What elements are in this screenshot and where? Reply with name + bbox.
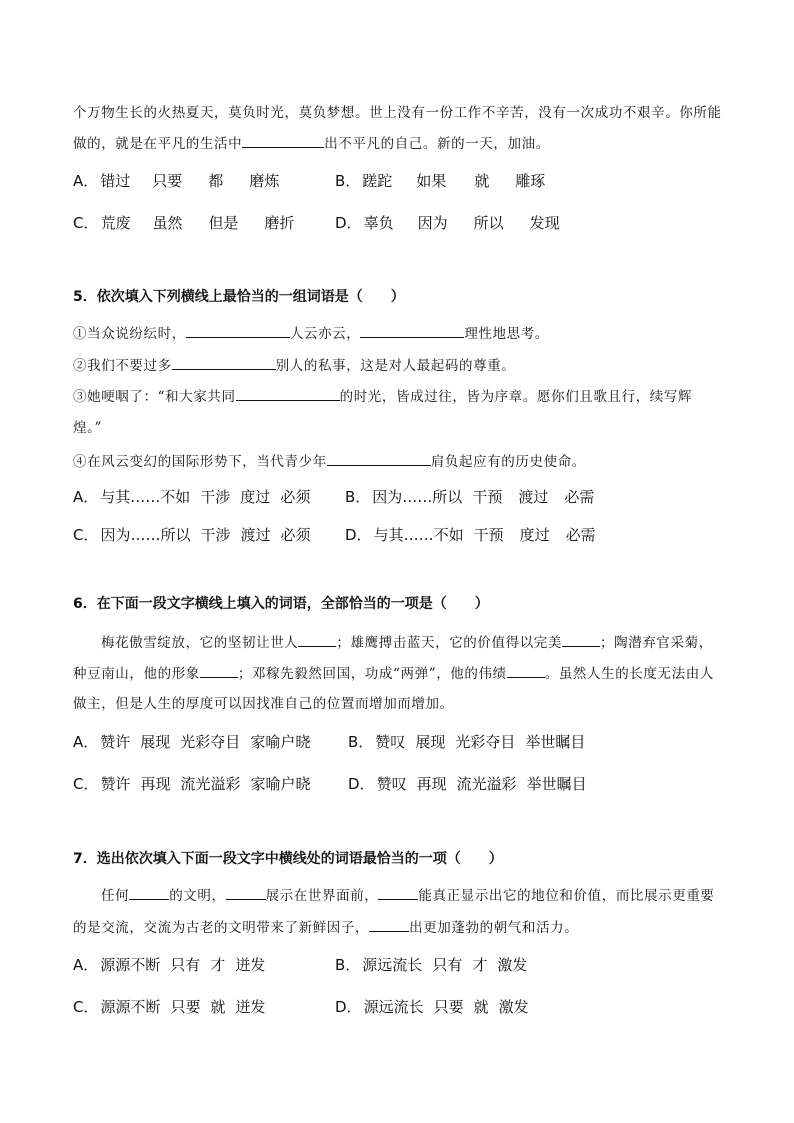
q7-passage-line-2: 的是交流，交流为古老的文明带来了新鲜因子， 出更加蓬勃的朝气和活力。 <box>73 917 578 938</box>
answer-blank <box>507 663 545 678</box>
q6-option-b[interactable]: B． 赞叹 展现 光彩夺目 举世瞩目 <box>348 733 586 751</box>
q4-passage-line-2: 做的，就是在平凡的生活中 出不平凡的自己。新的一天，加油。 <box>73 133 550 154</box>
answer-blank <box>327 451 431 466</box>
answer-blank <box>226 885 266 900</box>
q7-option-b[interactable]: B． 源远流长 只有 才 激发 <box>335 956 528 974</box>
answer-blank <box>236 386 340 401</box>
q5-option-b[interactable]: B． 因为……所以 干预 渡过 必需 <box>345 488 595 506</box>
q6-option-a[interactable]: A． 赞许 展现 光彩夺目 家喻户晓 <box>73 733 311 751</box>
q4-option-a[interactable]: A． 错过 只要 都 磨炼 <box>73 172 280 190</box>
q5-option-a[interactable]: A． 与其……不如 干涉 度过 必须 <box>73 488 311 506</box>
q7-option-c[interactable]: C． 源源不断 只要 就 迸发 <box>73 998 266 1016</box>
answer-blank <box>562 632 600 647</box>
q5-title: 5．依次填入下列横线上最恰当的一组词语是（ ） <box>73 289 405 305</box>
q7-title: 7．选出依次填入下面一段文字中横线处的词语最恰当的一项（ ） <box>73 851 503 867</box>
q6-option-c[interactable]: C． 赞许 再现 流光溢彩 家喻户晓 <box>73 775 311 793</box>
answer-blank <box>369 917 409 932</box>
answer-blank <box>378 885 418 900</box>
q7-passage-line-1: 任何 的文明， 展示在世界面前， 能真正显示出它的地位和价值，而比展示更重要 <box>101 885 715 906</box>
q7-option-a[interactable]: A． 源源不断 只有 才 迸发 <box>73 956 266 974</box>
q6-passage-line-3: 做主，但是人生的厚度可以因找准自己的位置而增加而增加。 <box>73 696 454 712</box>
answer-blank <box>360 323 464 338</box>
q6-passage-line-1: 梅花傲雪绽放，它的坚韧让世人 ；雄鹰搏击蓝天，它的价值得以完美 ；陶潜弃官采菊， <box>101 632 713 653</box>
q6-option-d[interactable]: D． 赞叹 再现 流光溢彩 举世瞩目 <box>348 775 587 793</box>
answer-blank <box>129 885 169 900</box>
q5-sentence-3: ③她哽咽了：“和大家共同 的时光，皆成过往，皆为序章。愿你们且歌且行，续写辉 <box>73 386 692 407</box>
q5-option-c[interactable]: C． 因为……所以 干涉 渡过 必须 <box>73 526 311 544</box>
q4-passage-line-1: 个万物生长的火热夏天，莫负时光，莫负梦想。世上没有一份工作不辛苦，没有一次成功不艰辛。你所能 <box>73 105 722 121</box>
q4-option-d[interactable]: D． 辜负 因为 所以 发现 <box>335 214 560 232</box>
answer-blank <box>186 323 290 338</box>
q4-option-b[interactable]: B． 蹉跎 如果 就 雕琢 <box>335 172 546 190</box>
answer-blank <box>172 355 276 370</box>
answer-blank <box>242 133 324 148</box>
q6-title: 6．在下面一段文字横线上填入的词语，全部恰当的一项是（ ） <box>73 596 489 612</box>
answer-blank <box>298 632 336 647</box>
q5-sentence-1: ①当众说纷纭时， 人云亦云， 理性地思考。 <box>73 323 549 344</box>
q5-sentence-4: ④在风云变幻的国际形势下，当代青少年 肩负起应有的历史使命。 <box>73 451 586 472</box>
q5-option-d[interactable]: D． 与其……不如 干预 度过 必需 <box>345 526 596 544</box>
q5-sentence-2: ②我们不要过多 别人的私事，这是对人最起码的尊重。 <box>73 355 515 376</box>
q4-option-c[interactable]: C． 荒废 虽然 但是 磨折 <box>73 214 295 232</box>
q5-sentence-3-cont: 煌。” <box>73 420 102 436</box>
q7-option-d[interactable]: D． 源远流长 只要 就 激发 <box>335 998 529 1016</box>
answer-blank <box>200 663 238 678</box>
q6-passage-line-2: 种豆南山，他的形象 ；邓稼先毅然回国，功成“两弹”，他的伟绩 。虽然人生的长度无法由人 <box>73 663 714 684</box>
